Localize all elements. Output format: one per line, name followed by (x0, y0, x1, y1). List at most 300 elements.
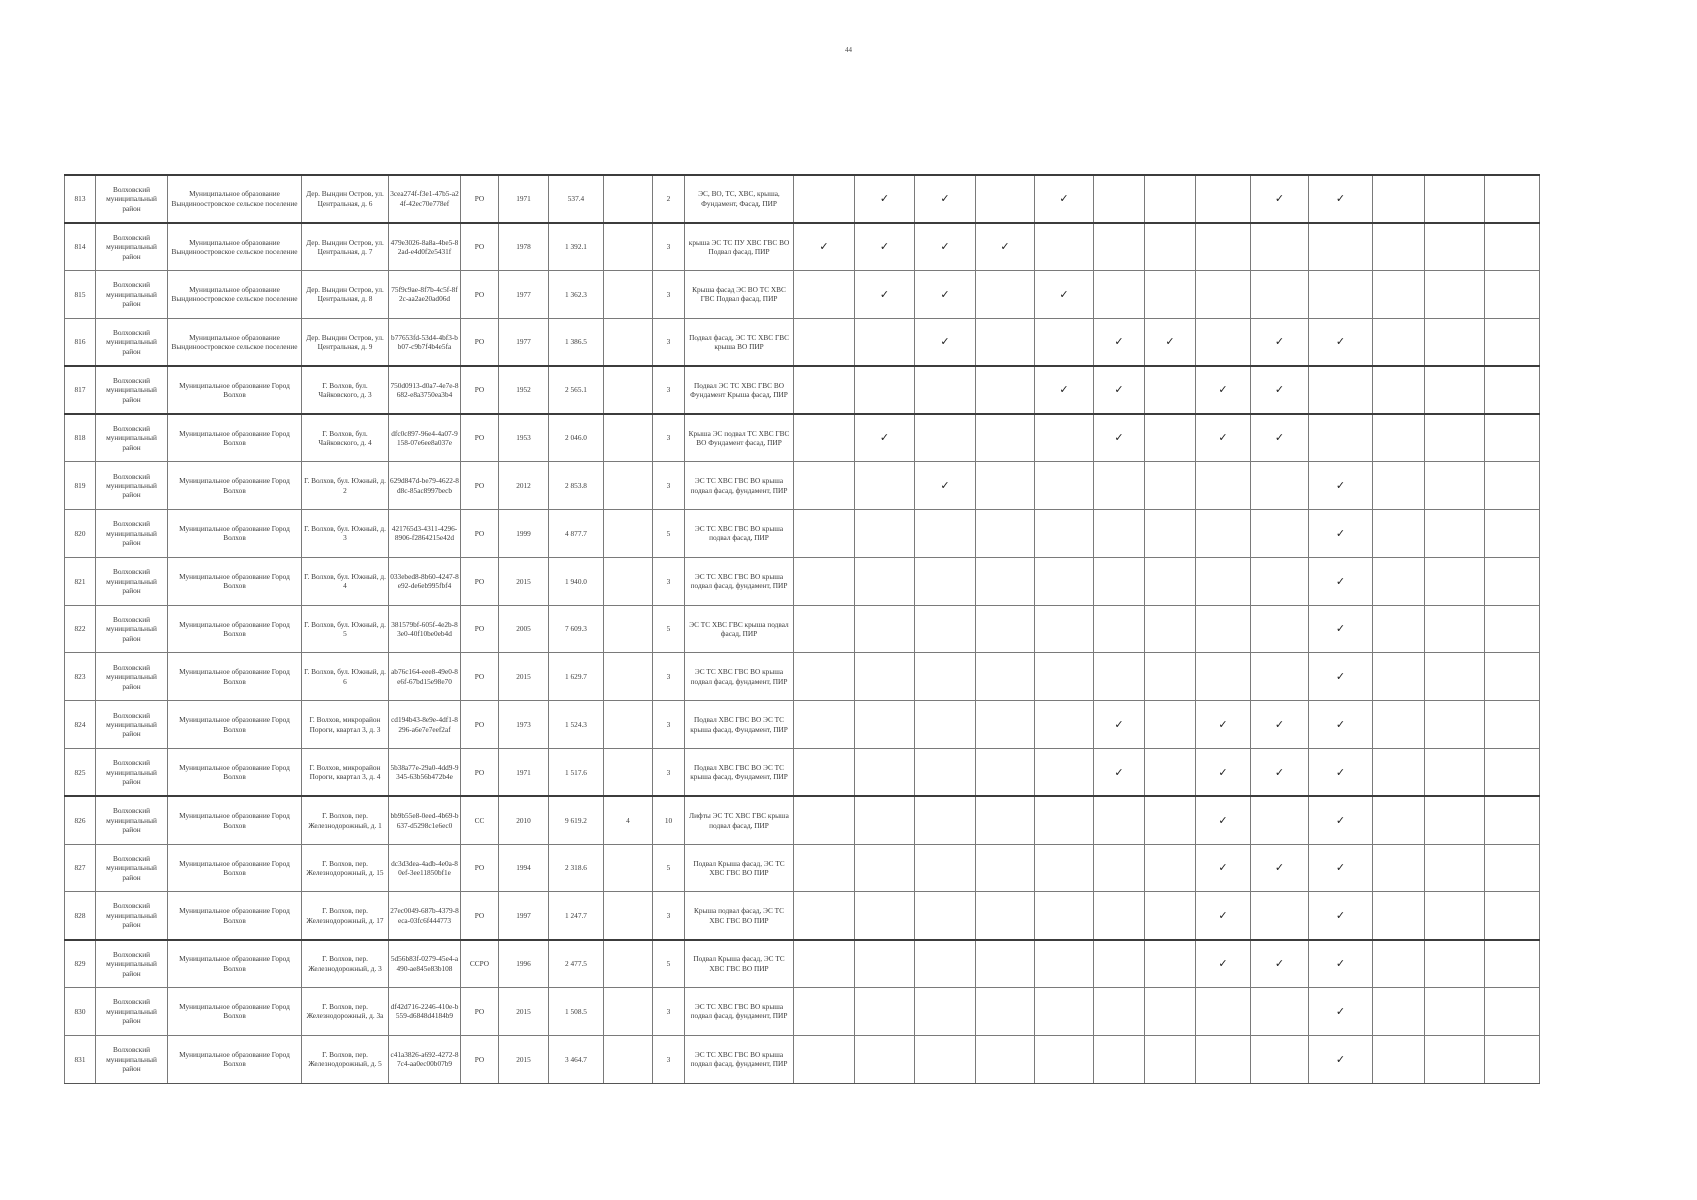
cell-check-12 (1425, 366, 1485, 414)
cell-type: РО (461, 223, 499, 271)
cell-check-1 (794, 749, 855, 797)
cell-check-12 (1425, 318, 1485, 366)
cell-check-5 (1035, 318, 1094, 366)
cell-check-3 (915, 175, 976, 223)
cell-district: Волховский муниципальный район (96, 462, 168, 510)
cell-number: 819 (65, 462, 96, 510)
cell-check-5 (1035, 605, 1094, 653)
cell-type: РО (461, 988, 499, 1036)
cell-area: 1 386.5 (549, 318, 604, 366)
cell-check-10 (1309, 844, 1373, 892)
cell-check-11 (1373, 796, 1425, 844)
cell-check-5 (1035, 653, 1094, 701)
cell-year: 1996 (499, 940, 549, 988)
check-mark-icon: ✓ (1218, 861, 1228, 875)
cell-check-10 (1309, 940, 1373, 988)
cell-check-2 (855, 653, 915, 701)
cell-check-6 (1094, 462, 1145, 510)
cell-check-5 (1035, 414, 1094, 462)
cell-check-11 (1373, 844, 1425, 892)
cell-number: 831 (65, 1035, 96, 1083)
cell-check-12 (1425, 653, 1485, 701)
cell-municipality: Муниципальное образование Город Волхов (168, 988, 302, 1036)
cell-number: 815 (65, 271, 96, 319)
cell-municipality: Муниципальное образование Город Волхов (168, 510, 302, 558)
page-number: 44 (845, 46, 852, 54)
cell-check-12 (1425, 414, 1485, 462)
cell-type: РО (461, 175, 499, 223)
cell-check-3 (915, 557, 976, 605)
cell-check-11 (1373, 940, 1425, 988)
cell-check-1 (794, 557, 855, 605)
cell-check-8 (1196, 271, 1251, 319)
cell-works: Подвал ХВС ГВС ВО ЭС ТС крыша фасад, Фундамент, ПИР (685, 749, 794, 797)
cell-check-9 (1251, 175, 1309, 223)
cell-guid: cd194b43-8e9e-4df1-8296-a6e7e7eef2af (389, 701, 461, 749)
check-mark-icon: ✓ (1335, 622, 1346, 636)
cell-type: РО (461, 892, 499, 940)
cell-guid: b77653fd-53d4-4bf3-bb07-c9b7f4b4e5fa (389, 318, 461, 366)
cell-year: 1952 (499, 366, 549, 414)
cell-area: 7 609.3 (549, 605, 604, 653)
cell-check-6 (1094, 223, 1145, 271)
cell-guid: c41a3826-a692-4272-87c4-aa0ec00b07b9 (389, 1035, 461, 1083)
cell-number: 826 (65, 796, 96, 844)
check-mark-icon: ✓ (879, 192, 890, 206)
table-row (65, 749, 1540, 797)
table-row (65, 271, 1540, 319)
cell-district: Волховский муниципальный район (96, 175, 168, 223)
cell-district: Волховский муниципальный район (96, 318, 168, 366)
check-mark-icon: ✓ (1059, 192, 1069, 206)
cell-check-6 (1094, 271, 1145, 319)
cell-year: 2015 (499, 1035, 549, 1083)
cell-guid: 421765d3-4311-4296-8906-f2864215e42d (389, 510, 461, 558)
cell-check-13 (1485, 701, 1540, 749)
cell-check-10 (1309, 892, 1373, 940)
cell-check-11 (1373, 366, 1425, 414)
cell-works: ЭС ТС ХВС ГВС ВО крыша подвал фасад, фундамент, ПИР (685, 653, 794, 701)
cell-check-7 (1145, 844, 1196, 892)
cell-district: Волховский муниципальный район (96, 271, 168, 319)
cell-check-6 (1094, 796, 1145, 844)
cell-check-3 (915, 318, 976, 366)
cell-guid: dc3d3dea-4adb-4e0a-80ef-3ee11850bf1e (389, 844, 461, 892)
cell-check-2 (855, 605, 915, 653)
cell-area: 1 362.3 (549, 271, 604, 319)
cell-floors: 5 (653, 510, 685, 558)
cell-check-11 (1373, 892, 1425, 940)
cell-check-12 (1425, 988, 1485, 1036)
cell-municipality: Муниципальное образование Город Волхов (168, 1035, 302, 1083)
cell-check-1 (794, 796, 855, 844)
check-mark-icon: ✓ (940, 335, 950, 349)
cell-area: 2 318.6 (549, 844, 604, 892)
cell-check-3 (915, 653, 976, 701)
cell-floors: 3 (653, 557, 685, 605)
cell-check-13 (1485, 988, 1540, 1036)
cell-check-6 (1094, 318, 1145, 366)
cell-floors: 5 (653, 844, 685, 892)
table-row (65, 940, 1540, 988)
cell-check-6 (1094, 988, 1145, 1036)
cell-check-5 (1035, 462, 1094, 510)
cell-check-7 (1145, 653, 1196, 701)
table-row (65, 318, 1540, 366)
cell-check-10 (1309, 271, 1373, 319)
cell-guid: 3cea274f-f3e1-47b5-a24f-42ec70e778ef (389, 175, 461, 223)
cell-guid: 27ec0049-687b-4379-8eca-03fc6f444773 (389, 892, 461, 940)
cell-check-9 (1251, 701, 1309, 749)
cell-check-1 (794, 175, 855, 223)
cell-check-7 (1145, 318, 1196, 366)
cell-check-12 (1425, 510, 1485, 558)
check-mark-icon: ✓ (879, 240, 890, 254)
cell-check-6 (1094, 510, 1145, 558)
cell-check-2 (855, 796, 915, 844)
cell-check-1 (794, 844, 855, 892)
cell-check-3 (915, 605, 976, 653)
cell-check-3 (915, 701, 976, 749)
cell-check-7 (1145, 271, 1196, 319)
cell-address: Дер. Вындин Остров, ул. Центральная, д. 8 (302, 271, 389, 319)
cell-check-2 (855, 701, 915, 749)
cell-check-6 (1094, 940, 1145, 988)
cell-check-10 (1309, 318, 1373, 366)
cell-check-5 (1035, 940, 1094, 988)
cell-municipality: Муниципальное образование Город Волхов (168, 366, 302, 414)
cell-count: 4 (604, 796, 653, 844)
cell-check-2 (855, 988, 915, 1036)
cell-check-2 (855, 462, 915, 510)
cell-works: Подвал ХВС ГВС ВО ЭС ТС крыша фасад, Фундамент, ПИР (685, 701, 794, 749)
cell-year: 1977 (499, 271, 549, 319)
cell-check-10 (1309, 1035, 1373, 1083)
cell-number: 824 (65, 701, 96, 749)
cell-check-6 (1094, 749, 1145, 797)
cell-number: 822 (65, 605, 96, 653)
cell-year: 2010 (499, 796, 549, 844)
cell-check-5 (1035, 1035, 1094, 1083)
cell-check-11 (1373, 462, 1425, 510)
cell-check-9 (1251, 223, 1309, 271)
cell-check-11 (1373, 605, 1425, 653)
cell-district: Волховский муниципальный район (96, 414, 168, 462)
cell-works: Подвал Крыша фасад, ЭС ТС ХВС ГВС ВО ПИР (685, 844, 794, 892)
cell-check-11 (1373, 223, 1425, 271)
check-mark-icon: ✓ (879, 431, 890, 445)
table-row (65, 175, 1540, 223)
cell-check-12 (1425, 557, 1485, 605)
cell-check-4 (976, 557, 1035, 605)
cell-check-7 (1145, 892, 1196, 940)
cell-check-6 (1094, 605, 1145, 653)
check-mark-icon: ✓ (1114, 765, 1124, 779)
cell-check-10 (1309, 605, 1373, 653)
cell-area: 2 853.8 (549, 462, 604, 510)
cell-guid: 381579bf-605f-4e2b-83e0-40f10be0eb4d (389, 605, 461, 653)
cell-year: 1977 (499, 318, 549, 366)
cell-check-11 (1373, 701, 1425, 749)
cell-check-1 (794, 318, 855, 366)
cell-check-4 (976, 1035, 1035, 1083)
cell-check-3 (915, 940, 976, 988)
cell-address: Г. Волхов, бул. Чайковского, д. 3 (302, 366, 389, 414)
cell-check-5 (1035, 366, 1094, 414)
cell-check-10 (1309, 175, 1373, 223)
cell-check-2 (855, 892, 915, 940)
cell-check-3 (915, 223, 976, 271)
cell-count (604, 1035, 653, 1083)
cell-year: 1997 (499, 892, 549, 940)
cell-year: 1971 (499, 749, 549, 797)
cell-check-8 (1196, 653, 1251, 701)
cell-check-3 (915, 844, 976, 892)
cell-area: 1 940.0 (549, 557, 604, 605)
table-row (65, 988, 1540, 1036)
cell-works: Лифты ЭС ТС ХВС ГВС крыша подвал фасад, ПИР (685, 796, 794, 844)
cell-check-13 (1485, 653, 1540, 701)
cell-address: Г. Волхов, микрорайон Пороги, квартал 3, д. 4 (302, 749, 389, 797)
cell-address: Г. Волхов, микрорайон Пороги, квартал 3, д. 3 (302, 701, 389, 749)
cell-address: Г. Волхов, бул. Южный, д. 6 (302, 653, 389, 701)
cell-check-1 (794, 271, 855, 319)
cell-check-3 (915, 366, 976, 414)
cell-check-8 (1196, 988, 1251, 1036)
cell-works: Подвал фасад, ЭС ТС ХВС ГВС крыша ВО ПИР (685, 318, 794, 366)
cell-check-2 (855, 749, 915, 797)
cell-number: 816 (65, 318, 96, 366)
document-table (64, 174, 1540, 1084)
cell-municipality: Муниципальное образование Город Волхов (168, 796, 302, 844)
cell-check-12 (1425, 701, 1485, 749)
cell-count (604, 557, 653, 605)
cell-year: 1978 (499, 223, 549, 271)
cell-check-6 (1094, 892, 1145, 940)
cell-type: РО (461, 701, 499, 749)
cell-check-7 (1145, 223, 1196, 271)
cell-check-11 (1373, 318, 1425, 366)
cell-floors: 3 (653, 414, 685, 462)
cell-check-9 (1251, 892, 1309, 940)
cell-check-8 (1196, 462, 1251, 510)
cell-type: РО (461, 318, 499, 366)
cell-check-5 (1035, 223, 1094, 271)
cell-municipality: Муниципальное образование Город Волхов (168, 653, 302, 701)
cell-type: РО (461, 605, 499, 653)
cell-address: Г. Волхов, пер. Железнодорожный, д. 3а (302, 988, 389, 1036)
cell-check-3 (915, 1035, 976, 1083)
cell-area: 1 247.7 (549, 892, 604, 940)
cell-check-1 (794, 988, 855, 1036)
cell-check-4 (976, 940, 1035, 988)
table-row (65, 605, 1540, 653)
cell-check-11 (1373, 414, 1425, 462)
cell-check-5 (1035, 271, 1094, 319)
cell-count (604, 462, 653, 510)
cell-count (604, 988, 653, 1036)
cell-address: Дер. Вындин Остров, ул. Центральная, д. 7 (302, 223, 389, 271)
cell-check-2 (855, 1035, 915, 1083)
cell-check-7 (1145, 796, 1196, 844)
check-mark-icon: ✓ (1274, 957, 1285, 971)
check-mark-icon: ✓ (1274, 335, 1285, 349)
cell-check-5 (1035, 844, 1094, 892)
cell-municipality: Муниципальное образование Вындиноостровское сельское поселение (168, 175, 302, 223)
cell-floors: 3 (653, 271, 685, 319)
check-mark-icon: ✓ (1000, 240, 1010, 254)
cell-check-4 (976, 844, 1035, 892)
cell-check-4 (976, 414, 1035, 462)
cell-check-7 (1145, 605, 1196, 653)
cell-district: Волховский муниципальный район (96, 988, 168, 1036)
cell-municipality: Муниципальное образование Город Волхов (168, 414, 302, 462)
table-row (65, 653, 1540, 701)
cell-count (604, 223, 653, 271)
cell-check-1 (794, 414, 855, 462)
cell-check-4 (976, 796, 1035, 844)
cell-check-8 (1196, 414, 1251, 462)
cell-check-4 (976, 318, 1035, 366)
cell-check-9 (1251, 1035, 1309, 1083)
cell-municipality: Муниципальное образование Город Волхов (168, 749, 302, 797)
cell-floors: 3 (653, 223, 685, 271)
cell-area: 3 464.7 (549, 1035, 604, 1083)
cell-number: 821 (65, 557, 96, 605)
cell-floors: 3 (653, 366, 685, 414)
cell-works: ЭС ТС ХВС ГВС ВО крыша подвал фасад, фундамент, ПИР (685, 462, 794, 510)
cell-check-9 (1251, 796, 1309, 844)
cell-check-4 (976, 605, 1035, 653)
cell-check-7 (1145, 366, 1196, 414)
cell-check-13 (1485, 223, 1540, 271)
cell-number: 825 (65, 749, 96, 797)
cell-check-12 (1425, 844, 1485, 892)
cell-check-10 (1309, 796, 1373, 844)
check-mark-icon: ✓ (940, 240, 950, 254)
cell-municipality: Муниципальное образование Город Волхов (168, 892, 302, 940)
cell-check-2 (855, 175, 915, 223)
cell-check-7 (1145, 988, 1196, 1036)
table-row (65, 462, 1540, 510)
cell-year: 1953 (499, 414, 549, 462)
cell-check-7 (1145, 940, 1196, 988)
cell-check-11 (1373, 1035, 1425, 1083)
cell-check-4 (976, 271, 1035, 319)
cell-area: 1 508.5 (549, 988, 604, 1036)
cell-check-1 (794, 605, 855, 653)
cell-check-11 (1373, 988, 1425, 1036)
cell-type: РО (461, 1035, 499, 1083)
cell-check-11 (1373, 653, 1425, 701)
cell-address: Г. Волхов, пер. Железнодорожный, д. 15 (302, 844, 389, 892)
cell-area: 1 517.6 (549, 749, 604, 797)
cell-address: Г. Волхов, бул. Южный, д. 3 (302, 510, 389, 558)
cell-check-13 (1485, 366, 1540, 414)
cell-works: ЭС, ВО, ТС, ХВС, крыша, Фундамент, Фасад, ПИР (685, 175, 794, 223)
check-mark-icon: ✓ (940, 192, 950, 206)
cell-check-8 (1196, 510, 1251, 558)
cell-district: Волховский муниципальный район (96, 892, 168, 940)
cell-check-8 (1196, 796, 1251, 844)
cell-municipality: Муниципальное образование Город Волхов (168, 701, 302, 749)
cell-year: 2015 (499, 557, 549, 605)
cell-check-12 (1425, 271, 1485, 319)
cell-count (604, 271, 653, 319)
cell-check-9 (1251, 366, 1309, 414)
cell-check-5 (1035, 988, 1094, 1036)
cell-type: СС (461, 796, 499, 844)
check-mark-icon: ✓ (879, 287, 890, 301)
cell-check-2 (855, 844, 915, 892)
check-mark-icon: ✓ (1059, 383, 1069, 397)
cell-check-13 (1485, 892, 1540, 940)
cell-check-5 (1035, 175, 1094, 223)
cell-check-9 (1251, 510, 1309, 558)
table-row (65, 1035, 1540, 1083)
cell-check-12 (1425, 462, 1485, 510)
cell-check-10 (1309, 510, 1373, 558)
cell-check-13 (1485, 557, 1540, 605)
cell-address: Г. Волхов, бул. Южный, д. 5 (302, 605, 389, 653)
cell-municipality: Муниципальное образование Город Волхов (168, 605, 302, 653)
cell-count (604, 510, 653, 558)
check-mark-icon: ✓ (1114, 335, 1124, 349)
cell-check-10 (1309, 414, 1373, 462)
check-mark-icon: ✓ (819, 240, 829, 254)
check-mark-icon: ✓ (1335, 957, 1346, 971)
cell-number: 814 (65, 223, 96, 271)
cell-check-3 (915, 414, 976, 462)
cell-guid: 750d0913-d0a7-4e7e-8682-e8a3750ea3b4 (389, 366, 461, 414)
cell-check-10 (1309, 749, 1373, 797)
cell-year: 1999 (499, 510, 549, 558)
cell-check-5 (1035, 557, 1094, 605)
cell-type: РО (461, 557, 499, 605)
cell-works: ЭС ТС ХВС ГВС ВО крыша подвал фасад, ПИР (685, 510, 794, 558)
cell-check-11 (1373, 510, 1425, 558)
cell-floors: 5 (653, 605, 685, 653)
cell-check-9 (1251, 749, 1309, 797)
cell-check-13 (1485, 749, 1540, 797)
cell-works: ЭС ТС ХВС ГВС ВО крыша подвал фасад, фундамент, ПИР (685, 557, 794, 605)
table-row (65, 701, 1540, 749)
cell-municipality: Муниципальное образование Вындиноостровское сельское поселение (168, 271, 302, 319)
check-mark-icon: ✓ (1059, 287, 1069, 301)
cell-type: РО (461, 510, 499, 558)
cell-type: РО (461, 271, 499, 319)
table-row (65, 366, 1540, 414)
cell-number: 813 (65, 175, 96, 223)
cell-check-13 (1485, 414, 1540, 462)
check-mark-icon: ✓ (1274, 717, 1285, 731)
cell-works: Крыша фасад ЭС ВО ТС ХВС ГВС Подвал фасад, ПИР (685, 271, 794, 319)
cell-check-8 (1196, 701, 1251, 749)
cell-check-12 (1425, 796, 1485, 844)
cell-check-8 (1196, 892, 1251, 940)
cell-count (604, 414, 653, 462)
table-row (65, 844, 1540, 892)
cell-address: Г. Волхов, пер. Железнодорожный, д. 17 (302, 892, 389, 940)
cell-type: РО (461, 366, 499, 414)
cell-area: 1 392.1 (549, 223, 604, 271)
cell-number: 818 (65, 414, 96, 462)
cell-floors: 3 (653, 988, 685, 1036)
cell-check-3 (915, 892, 976, 940)
cell-floors: 3 (653, 653, 685, 701)
cell-check-13 (1485, 271, 1540, 319)
cell-guid: ab76c164-eee8-49e0-8e6f-67bd15e98e70 (389, 653, 461, 701)
